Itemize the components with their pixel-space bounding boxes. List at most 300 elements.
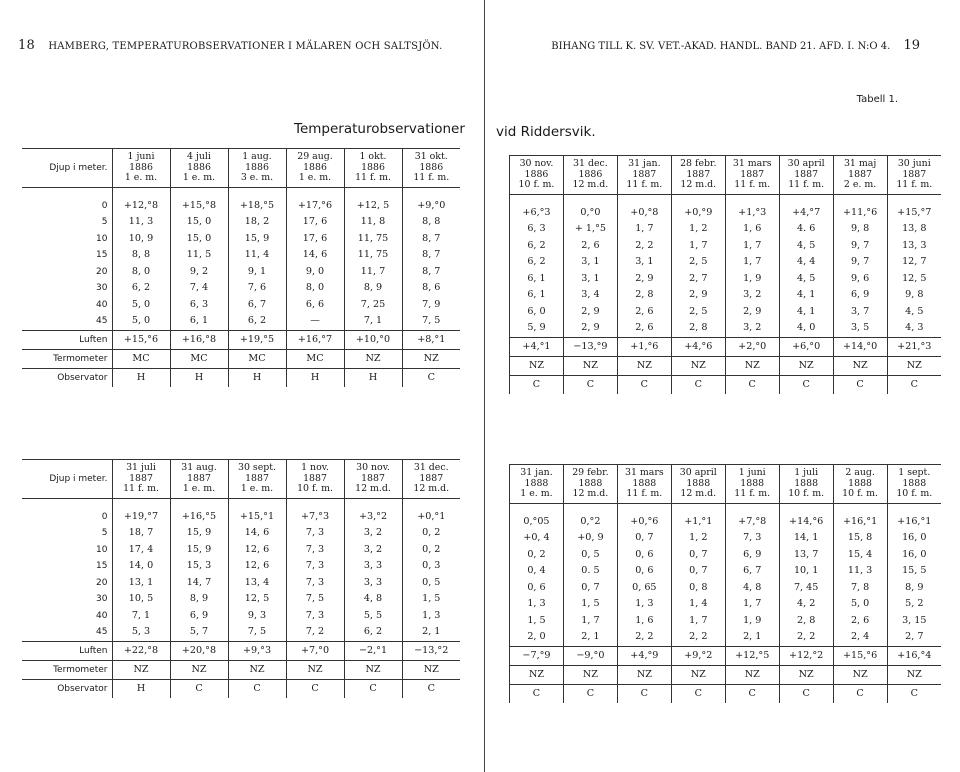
- depth-label: 45: [22, 313, 112, 330]
- temperature-cell: +15,°7: [887, 205, 941, 222]
- temperature-cell: 5, 3: [112, 624, 170, 641]
- luften-cell: −9,°0: [563, 646, 617, 665]
- header-year: 1886: [419, 161, 444, 173]
- observator-cell: H: [286, 368, 344, 387]
- header-date: 31 aug.: [181, 462, 217, 473]
- temperature-cell: 15, 0: [170, 214, 228, 231]
- header-date: 1 sept.: [898, 467, 931, 478]
- depth-header: Djup i meter.: [22, 149, 112, 188]
- temperature-cell: 14, 7: [170, 575, 228, 592]
- termometer-row: [22, 349, 460, 368]
- temperature-cell: +12,°8: [112, 198, 170, 215]
- header-year: 1886: [524, 168, 549, 180]
- temperature-cell: 0, 7: [617, 530, 671, 547]
- header-date: 31 mars: [732, 158, 772, 169]
- termometer-cell: NZ: [725, 665, 779, 684]
- observator-label: Observator: [22, 679, 112, 698]
- header-time: 1 e. m.: [124, 172, 158, 183]
- temperature-cell: 11, 75: [344, 247, 402, 264]
- depth-label: 20: [22, 264, 112, 281]
- table-row: [510, 320, 942, 337]
- temperature-cell: 1, 7: [563, 613, 617, 630]
- depth-label: 0: [22, 198, 112, 215]
- temperature-cell: 9, 8: [833, 221, 887, 238]
- temperature-cell: 7, 9: [422, 298, 441, 310]
- header-time: 11 f. m.: [626, 179, 663, 190]
- header-date: 31 dec.: [413, 462, 449, 473]
- header-year: 1888: [740, 477, 765, 489]
- luften-label: Luften: [22, 330, 112, 349]
- temperature-cell: +19,°7: [112, 509, 170, 526]
- temperature-cell: 15, 8: [833, 530, 887, 547]
- depth-label: 15: [22, 247, 112, 264]
- header-time: 1 e. m.: [240, 483, 274, 494]
- temperature-cell: 9, 7: [833, 254, 887, 271]
- table2-left: [22, 459, 460, 698]
- luften-cell: +15,°6: [112, 330, 170, 349]
- header-year: 1887: [902, 168, 927, 180]
- observator-cell: C: [617, 684, 671, 703]
- temperature-cell: +17,°6: [286, 198, 344, 215]
- temperature-cell: +7,°3: [286, 509, 344, 526]
- header-time: 10 f. m.: [518, 179, 555, 190]
- header-time: 11 f. m.: [896, 179, 933, 190]
- temperature-cell: 0,°2: [563, 514, 617, 531]
- temperature-cell: 2, 8: [671, 320, 725, 337]
- header-year: 1886: [129, 161, 153, 173]
- column-header: [170, 460, 228, 499]
- temperature-cell: 1, 6: [725, 221, 779, 238]
- temperature-cell: 7, 8: [833, 580, 887, 597]
- termometer-cell: NZ: [402, 349, 460, 368]
- temperature-cell: 9, 2: [170, 264, 228, 281]
- header-time: 11 f. m.: [123, 483, 159, 494]
- luften-cell: +16,°8: [170, 330, 228, 349]
- header-date: 2 aug.: [845, 467, 875, 478]
- header-year: 1886: [187, 161, 211, 173]
- temperature-cell: 2, 9: [725, 304, 779, 321]
- temperature-cell: 8, 7: [422, 265, 441, 277]
- temperature-cell: 1, 9: [725, 613, 779, 630]
- table-row: [22, 247, 460, 264]
- observator-cell: C: [344, 679, 402, 698]
- temperature-cell: 7, 3: [286, 525, 344, 542]
- temperature-cell: 0, 6: [617, 547, 671, 564]
- luften-cell: +9,°2: [671, 646, 725, 665]
- header-time: 10 f. m.: [788, 488, 825, 499]
- temperature-cell: 6, 2: [344, 624, 402, 641]
- temperature-cell: 5, 9: [510, 320, 564, 337]
- header-year: 1888: [686, 477, 711, 489]
- termometer-cell: NZ: [344, 660, 402, 679]
- temperature-cell: 9, 6: [833, 271, 887, 288]
- temperature-cell: +3,°2: [344, 509, 402, 526]
- luften-cell: +12,°5: [725, 646, 779, 665]
- luften-cell: +4,°9: [617, 646, 671, 665]
- temperature-cell: 15, 9: [170, 542, 228, 559]
- temperature-cell: 16, 0: [887, 547, 941, 564]
- temperature-cell: +7,°8: [725, 514, 779, 531]
- observator-cell: C: [563, 684, 617, 703]
- temperature-cell: 15, 5: [887, 563, 941, 580]
- temperature-cell: 1, 7: [725, 254, 779, 271]
- depth-label: 20: [22, 575, 112, 592]
- header-year: 1888: [848, 477, 873, 489]
- column-header: [112, 460, 170, 499]
- table-row: [510, 547, 942, 564]
- depth-label: 10: [22, 231, 112, 248]
- temperature-cell: 11, 3: [112, 214, 170, 231]
- temperature-cell: 13, 3: [887, 238, 941, 255]
- header-year: 1886: [361, 161, 385, 173]
- temperature-cell: 12, 6: [228, 542, 286, 559]
- temperature-cell: 11, 8: [344, 214, 402, 231]
- table-row: [22, 280, 460, 297]
- temperature-cell: 2, 6: [833, 613, 887, 630]
- temperature-cell: 2, 7: [887, 629, 941, 646]
- temperature-cell: +1,°1: [671, 514, 725, 531]
- observator-cell: C: [671, 375, 725, 394]
- table-row: [510, 205, 942, 222]
- column-header: [833, 465, 887, 504]
- temperature-cell: 2, 2: [617, 629, 671, 646]
- temperature-cell: 8, 8: [422, 216, 441, 228]
- header-time: 12 m.d.: [680, 179, 717, 190]
- temperature-cell: 14, 6: [286, 247, 344, 264]
- temperature-cell: 5, 0: [112, 313, 170, 330]
- temperature-cell: 1, 6: [617, 613, 671, 630]
- temperature-cell: 7, 6: [228, 280, 286, 297]
- temperature-cell: 1, 3: [422, 609, 441, 621]
- temperature-cell: 1, 7: [725, 238, 779, 255]
- temperature-cell: +12, 5: [344, 198, 402, 215]
- temperature-cell: 9, 3: [228, 608, 286, 625]
- temperature-cell: 3, 2: [725, 320, 779, 337]
- temperature-cell: 7, 5: [286, 591, 344, 608]
- luften-cell: +15,°6: [833, 646, 887, 665]
- table-row: [22, 231, 460, 248]
- header-title-right: BIHANG TILL K. SV. VET.-AKAD. HANDL. BAND 21. AFD. I. N:O 4.: [551, 41, 891, 52]
- termometer-cell: NZ: [779, 665, 833, 684]
- temperature-cell: 1, 3: [617, 596, 671, 613]
- observator-cell: C: [833, 375, 887, 394]
- column-header: [779, 156, 833, 195]
- temperature-cell: 6, 2: [510, 254, 564, 271]
- temperature-cell: 11, 7: [344, 264, 402, 281]
- temperature-cell: 4, 8: [344, 591, 402, 608]
- header-time: 11 f. m.: [734, 488, 771, 499]
- temperature-cell: 13, 7: [779, 547, 833, 564]
- temperature-cell: +16,°5: [170, 509, 228, 526]
- luften-cell: +14,°0: [833, 337, 887, 356]
- termometer-cell: NZ: [344, 349, 402, 368]
- termometer-cell: NZ: [725, 356, 779, 375]
- termometer-cell: NZ: [112, 660, 170, 679]
- column-header: [617, 156, 671, 195]
- table-row: [510, 271, 942, 288]
- temperature-cell: 10, 5: [112, 591, 170, 608]
- observator-cell: C: [402, 679, 460, 698]
- observator-cell: H: [344, 368, 402, 387]
- temperature-cell: +18,°5: [228, 198, 286, 215]
- termometer-cell: MC: [286, 349, 344, 368]
- header-date: 30 april: [679, 467, 717, 478]
- running-header-right: [551, 38, 920, 53]
- luften-row: [22, 641, 460, 660]
- header-date: 31 juli: [126, 462, 156, 473]
- column-header: [170, 149, 228, 188]
- header-year: 1887: [740, 168, 765, 180]
- header-date: 31 mars: [625, 467, 664, 478]
- temperature-cell: 0, 2: [510, 547, 564, 564]
- temperature-cell: 2, 5: [671, 304, 725, 321]
- header-time: 11 f. m.: [734, 179, 771, 190]
- temperature-cell: 7, 4: [170, 280, 228, 297]
- temperature-cell: 13, 1: [112, 575, 170, 592]
- temperature-cell: 10, 9: [112, 231, 170, 248]
- table-row: [510, 580, 942, 597]
- temperature-cell: 12, 6: [228, 558, 286, 575]
- temperature-cell: 3, 1: [563, 271, 617, 288]
- table-title-left: Temperaturobservationer: [294, 121, 465, 137]
- temperature-cell: 4, 5: [779, 238, 833, 255]
- luften-cell: +7,°0: [286, 641, 344, 660]
- temperature-cell: 2, 2: [671, 629, 725, 646]
- header-year: 1887: [129, 472, 153, 484]
- temperature-cell: +16,°1: [887, 514, 941, 531]
- termometer-cell: NZ: [228, 660, 286, 679]
- temperature-cell: 12, 5: [228, 591, 286, 608]
- table-row: [22, 313, 460, 330]
- termometer-cell: NZ: [617, 665, 671, 684]
- temperature-cell: 6, 7: [228, 297, 286, 314]
- temperature-cell: 6, 9: [725, 547, 779, 564]
- observator-cell: C: [563, 375, 617, 394]
- temperature-cell: 2, 2: [779, 629, 833, 646]
- termometer-row: [510, 665, 942, 684]
- column-header-row: [510, 465, 942, 504]
- termometer-cell: NZ: [833, 356, 887, 375]
- temperature-cell: 4, 4: [779, 254, 833, 271]
- header-date: 31 dec.: [573, 158, 608, 169]
- temperature-cell: 7, 45: [779, 580, 833, 597]
- depth-label: 5: [22, 525, 112, 542]
- table-row: [22, 608, 460, 625]
- temperature-cell: 2, 7: [671, 271, 725, 288]
- depth-label: 40: [22, 297, 112, 314]
- temperature-cell: 7, 25: [344, 297, 402, 314]
- temperature-cell: 2, 4: [833, 629, 887, 646]
- page-number-left: 18: [18, 38, 35, 53]
- header-year: 1887: [794, 168, 819, 180]
- luften-row: [510, 337, 942, 356]
- temperature-cell: 7, 5: [228, 624, 286, 641]
- temperature-cell: 3, 1: [563, 254, 617, 271]
- temperature-cell: 2, 1: [725, 629, 779, 646]
- luften-cell: +21,°3: [887, 337, 941, 356]
- temperature-cell: 15, 9: [170, 525, 228, 542]
- temperature-cell: 13, 4: [228, 575, 286, 592]
- termometer-cell: NZ: [510, 356, 564, 375]
- table-row: [22, 297, 460, 314]
- column-header: [617, 465, 671, 504]
- temperature-cell: 7, 1: [344, 313, 402, 330]
- temperature-cell: 15, 0: [170, 231, 228, 248]
- observator-cell: C: [887, 684, 941, 703]
- termometer-cell: MC: [228, 349, 286, 368]
- table-number-label: Tabell 1.: [856, 94, 898, 105]
- temperature-cell: 1, 4: [671, 596, 725, 613]
- observator-cell: C: [617, 375, 671, 394]
- table-row: [22, 542, 460, 559]
- temperature-cell: 11, 4: [228, 247, 286, 264]
- luften-cell: +20,°8: [170, 641, 228, 660]
- header-date: 1 juli: [794, 467, 819, 478]
- header-time: 2 e. m.: [843, 179, 877, 190]
- temperature-cell: 11, 5: [170, 247, 228, 264]
- temperature-cell: 15, 3: [170, 558, 228, 575]
- header-date: 29 febr.: [572, 467, 609, 478]
- temperature-cell: +0, 9: [563, 530, 617, 547]
- temperature-cell: 6, 7: [725, 563, 779, 580]
- header-time: 12 m.d.: [680, 488, 717, 499]
- column-header: [228, 149, 286, 188]
- temperature-cell: 5, 0: [112, 297, 170, 314]
- termometer-cell: NZ: [402, 660, 460, 679]
- temperature-cell: 7, 5: [422, 315, 441, 327]
- temperature-cell: 3, 5: [833, 320, 887, 337]
- table-row: [22, 509, 460, 526]
- termometer-cell: MC: [112, 349, 170, 368]
- header-date: 30 nov.: [356, 462, 390, 473]
- temperature-cell: 2, 6: [617, 320, 671, 337]
- column-header-row: [22, 460, 460, 499]
- running-header-left: [18, 38, 443, 53]
- depth-label: 10: [22, 542, 112, 559]
- temperature-cell: 11, 3: [833, 563, 887, 580]
- luften-cell: +12,°2: [779, 646, 833, 665]
- temperature-cell: 12, 5: [887, 271, 941, 288]
- page-gutter-divider: [484, 0, 485, 772]
- observator-cell: C: [402, 368, 460, 387]
- table-row: [510, 514, 942, 531]
- observator-row: [510, 375, 942, 394]
- temperature-cell: 0, 4: [510, 563, 564, 580]
- temperature-cell: 1, 5: [510, 613, 564, 630]
- observator-row: [22, 368, 460, 387]
- termometer-label: Termometer: [22, 660, 112, 679]
- table-row: [22, 214, 460, 231]
- column-header: [228, 460, 286, 499]
- temperature-cell: 8, 0: [286, 280, 344, 297]
- temperature-cell: 1, 7: [671, 238, 725, 255]
- temperature-cell: 0, 2: [422, 527, 441, 539]
- header-time: 12 m.d.: [572, 179, 609, 190]
- temperature-cell: 4, 5: [779, 271, 833, 288]
- table-row: [22, 198, 460, 215]
- temperature-cell: 3, 1: [617, 254, 671, 271]
- temperature-cell: 4, 0: [779, 320, 833, 337]
- temperature-cell: 7, 3: [286, 608, 344, 625]
- column-header: [563, 156, 617, 195]
- temperature-cell: 14, 6: [228, 525, 286, 542]
- termometer-cell: NZ: [510, 665, 564, 684]
- column-header: [779, 465, 833, 504]
- termometer-cell: MC: [170, 349, 228, 368]
- header-date: 1 nov.: [301, 462, 329, 473]
- header-date: 31 jan.: [628, 158, 661, 169]
- luften-cell: +16,°4: [887, 646, 941, 665]
- termometer-cell: NZ: [833, 665, 887, 684]
- luften-label: Luften: [22, 641, 112, 660]
- temperature-cell: 17, 4: [112, 542, 170, 559]
- temperature-cell: 0, 8: [671, 580, 725, 597]
- temperature-cell: 2, 9: [563, 304, 617, 321]
- luften-cell: +22,°8: [112, 641, 170, 660]
- temperature-cell: 12, 7: [887, 254, 941, 271]
- table-row: [510, 221, 942, 238]
- observator-cell: C: [228, 679, 286, 698]
- temperature-cell: +4,°7: [779, 205, 833, 222]
- header-date: 29 aug.: [297, 151, 333, 162]
- temperature-cell: 0,°0: [563, 205, 617, 222]
- observator-row: [510, 684, 942, 703]
- temperature-cell: 0, 6: [510, 580, 564, 597]
- header-date: 30 juni: [897, 158, 931, 169]
- header-time: 3 e. m.: [240, 172, 274, 183]
- column-header: [112, 149, 170, 188]
- temperature-cell: 1, 7: [671, 613, 725, 630]
- luften-cell: −13,°9: [563, 337, 617, 356]
- termometer-cell: NZ: [617, 356, 671, 375]
- header-date: 1 juni: [127, 151, 155, 162]
- temperature-cell: +0,°8: [617, 205, 671, 222]
- observator-cell: C: [887, 375, 941, 394]
- luften-row: [510, 646, 942, 665]
- table-title-right: vid Riddersvik.: [496, 124, 596, 140]
- temperature-cell: 6, 6: [286, 297, 344, 314]
- temperature-cell: 8, 7: [422, 249, 441, 261]
- temperature-cell: 7, 1: [112, 608, 170, 625]
- column-header: [725, 156, 779, 195]
- temperature-cell: 0, 3: [422, 560, 441, 572]
- luften-cell: +16,°7: [286, 330, 344, 349]
- header-time: 1 e. m.: [182, 172, 216, 183]
- termometer-cell: NZ: [887, 665, 941, 684]
- temperature-cell: 2, 8: [617, 287, 671, 304]
- observator-row: [22, 679, 460, 698]
- table-row: [22, 591, 460, 608]
- temperature-cell: 1, 7: [725, 596, 779, 613]
- depth-label: 30: [22, 591, 112, 608]
- termometer-cell: NZ: [170, 660, 228, 679]
- temperature-cell: 1, 5: [563, 596, 617, 613]
- observator-cell: C: [833, 684, 887, 703]
- temperature-cell: 18, 7: [112, 525, 170, 542]
- temperature-cell: 3, 3: [344, 575, 402, 592]
- temperature-cell: 6, 1: [510, 287, 564, 304]
- observator-cell: C: [510, 684, 564, 703]
- header-time: 10 f. m.: [896, 488, 933, 499]
- depth-label: 5: [22, 214, 112, 231]
- depth-label: 40: [22, 608, 112, 625]
- table-row: [22, 624, 460, 641]
- column-header: [510, 465, 564, 504]
- table-row: [510, 596, 942, 613]
- header-time: 1 e. m.: [182, 483, 216, 494]
- temperature-cell: 0, 2: [422, 543, 441, 555]
- observator-cell: C: [779, 375, 833, 394]
